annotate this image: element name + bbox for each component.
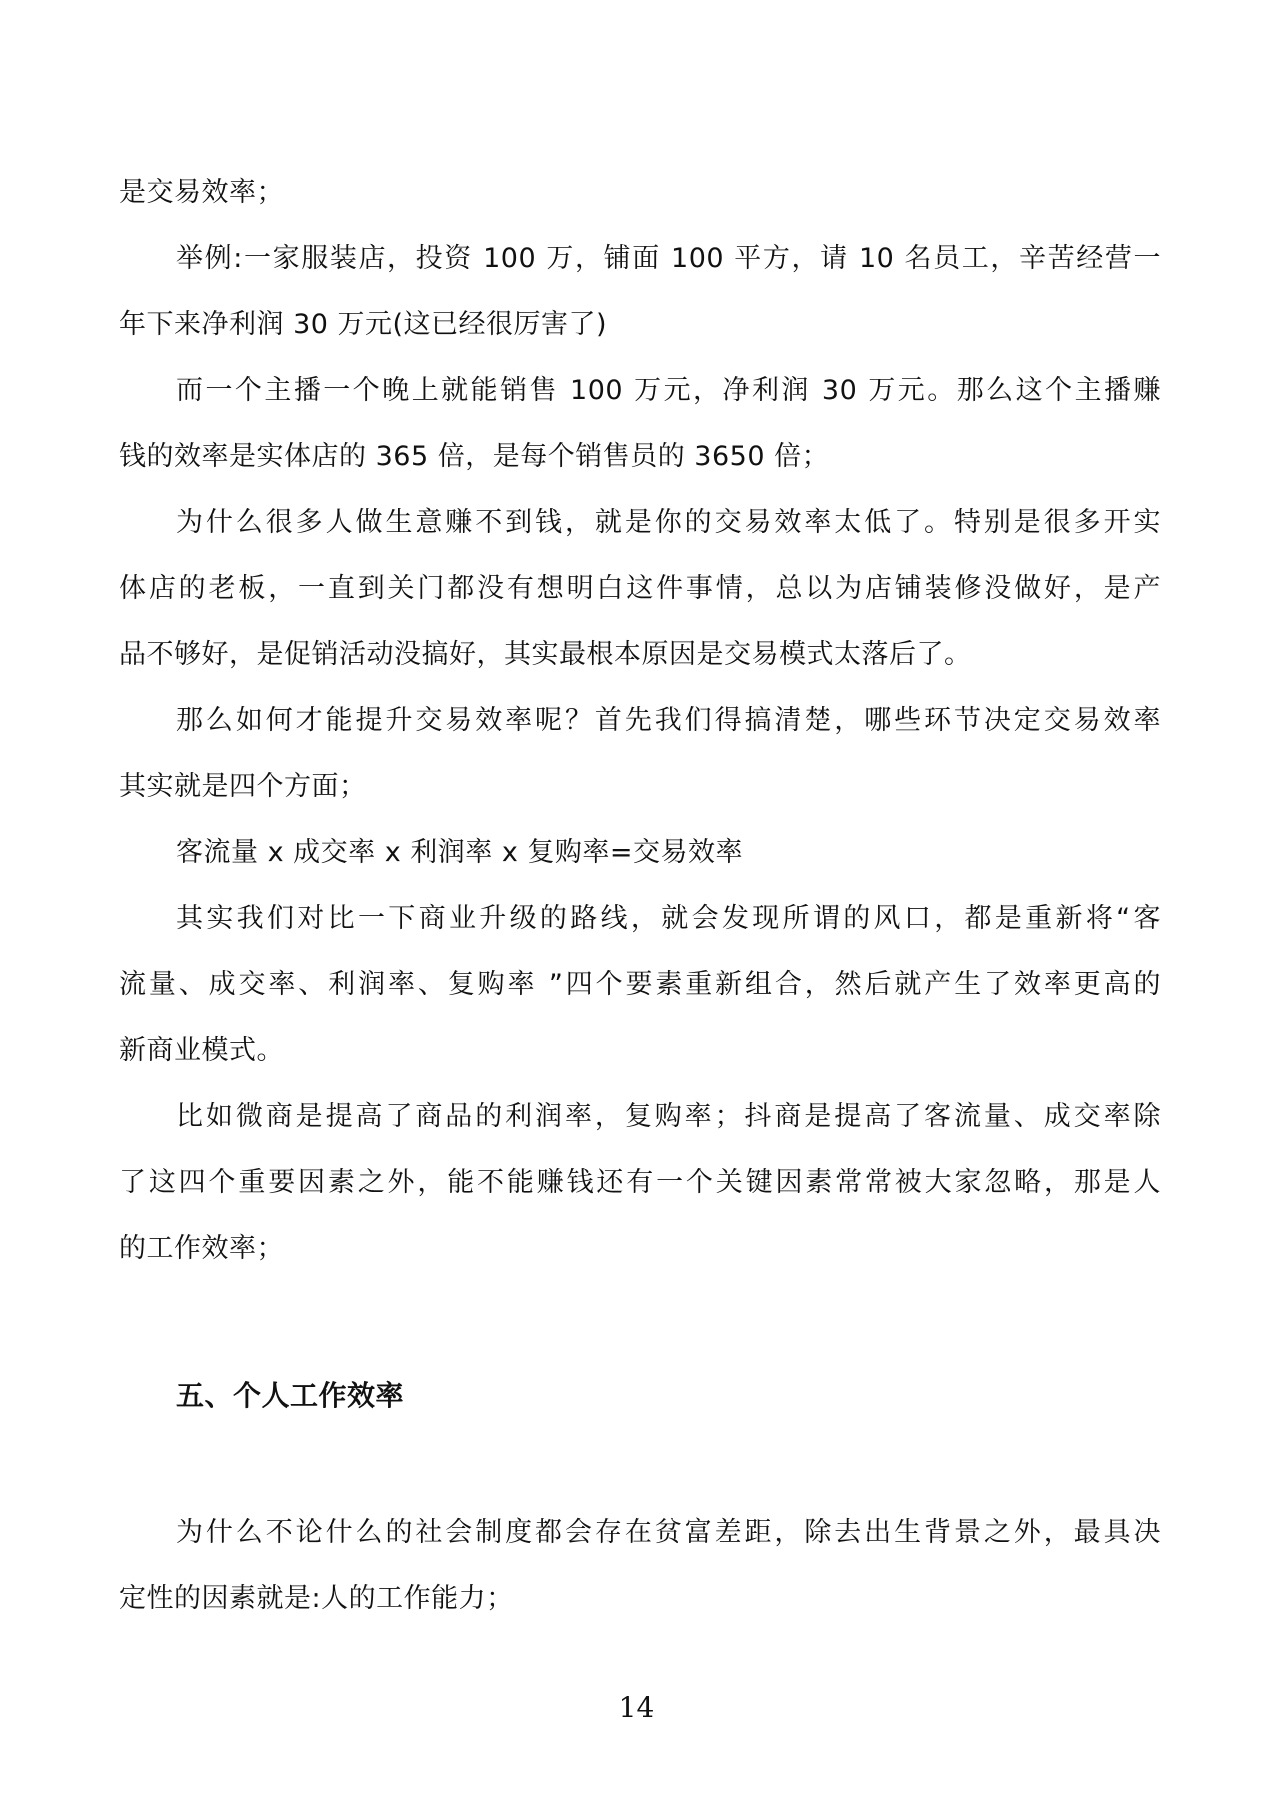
text-line: 为什么很多人做生意赚不到钱，就是你的交易效率太低了。特别是很多开实 (176, 507, 1161, 538)
section-heading: 五、个人工作效率 (176, 1379, 405, 1412)
formula-line: 客流量 x 成交率 x 利润率 x 复购率=交易效率 (176, 837, 744, 868)
text-line: 是交易效率； (119, 177, 284, 208)
page-number: 14 (618, 1691, 655, 1724)
text-line: 了这四个重要因素之外，能不能赚钱还有一个关键因素常常被大家忽略，那是人 (119, 1167, 1161, 1198)
text-line: 钱的效率是实体店的 365 倍，是每个销售员的 3650 倍； (119, 441, 830, 472)
text-line: 为什么不论什么的社会制度都会存在贫富差距，除去出生背景之外，最具决 (176, 1517, 1161, 1548)
text-line: 其实我们对比一下商业升级的路线，就会发现所谓的风口，都是重新将“客 (176, 903, 1161, 934)
text-line: 定性的因素就是:人的工作能力； (119, 1583, 514, 1614)
text-line: 新商业模式。 (119, 1035, 284, 1066)
text-line: 品不够好，是促销活动没搞好，其实最根本原因是交易模式太落后了。 (119, 639, 972, 670)
text-line: 其实就是四个方面； (119, 771, 367, 802)
text-line: 而一个主播一个晚上就能销售 100 万元，净利润 30 万元。那么这个主播赚 (176, 375, 1161, 406)
text-line: 那么如何才能提升交易效率呢？首先我们得搞清楚，哪些环节决定交易效率 (176, 705, 1161, 736)
text-line: 的工作效率； (119, 1233, 284, 1264)
text-line: 体店的老板，一直到关门都没有想明白这件事情，总以为店铺装修没做好，是产 (119, 573, 1161, 604)
text-line: 年下来净利润 30 万元(这已经很厉害了) (119, 309, 608, 340)
text-line: 比如微商是提高了商品的利润率，复购率；抖商是提高了客流量、成交率除 (176, 1101, 1161, 1132)
text-line: 流量、成交率、利润率、复购率 ”四个要素重新组合，然后就产生了效率更高的 (119, 969, 1161, 1000)
text-line: 举例:一家服装店，投资 100 万，铺面 100 平方，请 10 名员工，辛苦经营一 (176, 243, 1161, 274)
